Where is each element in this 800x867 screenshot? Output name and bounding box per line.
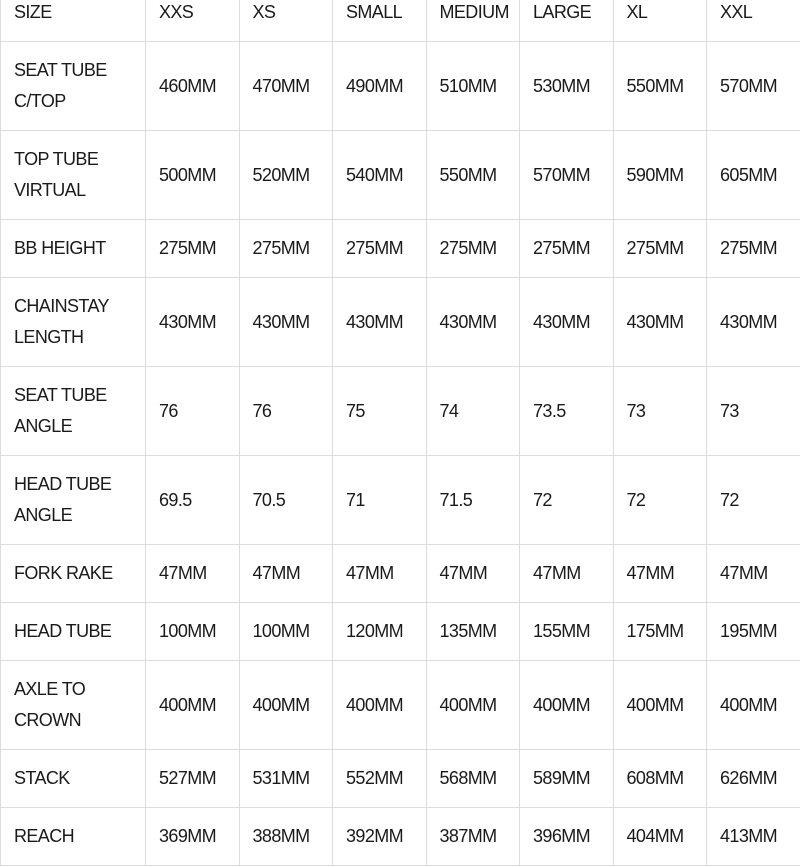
table-cell: 400MM bbox=[239, 661, 333, 750]
table-cell: 275MM bbox=[146, 220, 240, 278]
table-cell: 195MM bbox=[707, 603, 800, 661]
table-cell: 552MM bbox=[333, 750, 427, 808]
table-cell: 47MM bbox=[426, 545, 520, 603]
table-cell: 72 bbox=[613, 456, 707, 545]
header-cell-large: LARGE bbox=[520, 0, 614, 42]
table-cell: 430MM bbox=[707, 278, 800, 367]
table-cell: 47MM bbox=[520, 545, 614, 603]
table-cell: 400MM bbox=[520, 661, 614, 750]
table-cell: 47MM bbox=[333, 545, 427, 603]
row-label: AXLE TO CROWN bbox=[1, 661, 146, 750]
header-cell-xl: XL bbox=[613, 0, 707, 42]
table-cell: 275MM bbox=[333, 220, 427, 278]
table-row bbox=[1, 603, 800, 661]
table-cell: 531MM bbox=[239, 750, 333, 808]
table-cell: 70.5 bbox=[239, 456, 333, 545]
table-cell: 71.5 bbox=[426, 456, 520, 545]
table-cell: 75 bbox=[333, 367, 427, 456]
table-cell: 74 bbox=[426, 367, 520, 456]
header-cell-small: SMALL bbox=[333, 0, 427, 42]
table-cell: 47MM bbox=[146, 545, 240, 603]
row-label: CHAINSTAY LENGTH bbox=[1, 278, 146, 367]
table-row bbox=[1, 661, 800, 750]
table-cell: 400MM bbox=[333, 661, 427, 750]
table-cell: 413MM bbox=[707, 808, 800, 866]
table-cell: 540MM bbox=[333, 131, 427, 220]
table-cell: 589MM bbox=[520, 750, 614, 808]
table-cell: 47MM bbox=[613, 545, 707, 603]
table-cell: 73 bbox=[707, 367, 800, 456]
table-cell: 400MM bbox=[426, 661, 520, 750]
table-cell: 175MM bbox=[613, 603, 707, 661]
table-row bbox=[1, 131, 800, 220]
table-row bbox=[1, 42, 800, 131]
table-cell: 275MM bbox=[520, 220, 614, 278]
table-cell: 400MM bbox=[146, 661, 240, 750]
table-cell: 430MM bbox=[520, 278, 614, 367]
table-cell: 120MM bbox=[333, 603, 427, 661]
table-cell: 430MM bbox=[146, 278, 240, 367]
table-cell: 73 bbox=[613, 367, 707, 456]
row-label: REACH bbox=[1, 808, 146, 866]
table-cell: 568MM bbox=[426, 750, 520, 808]
table-cell: 460MM bbox=[146, 42, 240, 131]
table-cell: 275MM bbox=[426, 220, 520, 278]
table-cell: 275MM bbox=[239, 220, 333, 278]
table-cell: 550MM bbox=[613, 42, 707, 131]
header-cell-xs: XS bbox=[239, 0, 333, 42]
header-cell-medium: MEDIUM bbox=[426, 0, 520, 42]
table-cell: 490MM bbox=[333, 42, 427, 131]
table-cell: 400MM bbox=[613, 661, 707, 750]
header-cell-xxl: XXL bbox=[707, 0, 800, 42]
table-cell: 71 bbox=[333, 456, 427, 545]
table-cell: 530MM bbox=[520, 42, 614, 131]
table-cell: 73.5 bbox=[520, 367, 614, 456]
table-cell: 430MM bbox=[239, 278, 333, 367]
table-cell: 400MM bbox=[707, 661, 800, 750]
table-cell: 69.5 bbox=[146, 456, 240, 545]
table-cell: 100MM bbox=[239, 603, 333, 661]
table-cell: 608MM bbox=[613, 750, 707, 808]
table-cell: 392MM bbox=[333, 808, 427, 866]
row-label: SEAT TUBE C/TOP bbox=[1, 42, 146, 131]
table-cell: 76 bbox=[146, 367, 240, 456]
table-cell: 47MM bbox=[239, 545, 333, 603]
row-label: TOP TUBE VIRTUAL bbox=[1, 131, 146, 220]
table-cell: 275MM bbox=[613, 220, 707, 278]
table-cell: 100MM bbox=[146, 603, 240, 661]
table-cell: 47MM bbox=[707, 545, 800, 603]
table-row bbox=[1, 808, 800, 866]
table-cell: 500MM bbox=[146, 131, 240, 220]
table-cell: 275MM bbox=[707, 220, 800, 278]
table-cell: 155MM bbox=[520, 603, 614, 661]
table-cell: 430MM bbox=[613, 278, 707, 367]
table-row bbox=[1, 750, 800, 808]
table-cell: 510MM bbox=[426, 42, 520, 131]
table-cell: 404MM bbox=[613, 808, 707, 866]
table-cell: 72 bbox=[707, 456, 800, 545]
table-cell: 396MM bbox=[520, 808, 614, 866]
table-cell: 388MM bbox=[239, 808, 333, 866]
row-label: HEAD TUBE ANGLE bbox=[1, 456, 146, 545]
table-cell: 430MM bbox=[426, 278, 520, 367]
table-row bbox=[1, 220, 800, 278]
table-row bbox=[1, 278, 800, 367]
table-cell: 605MM bbox=[707, 131, 800, 220]
table-cell: 470MM bbox=[239, 42, 333, 131]
header-cell-size: SIZE bbox=[1, 0, 146, 42]
table-cell: 387MM bbox=[426, 808, 520, 866]
table-row bbox=[1, 367, 800, 456]
table-cell: 527MM bbox=[146, 750, 240, 808]
table-cell: 590MM bbox=[613, 131, 707, 220]
table-cell: 76 bbox=[239, 367, 333, 456]
table-cell: 550MM bbox=[426, 131, 520, 220]
table-cell: 570MM bbox=[520, 131, 614, 220]
table-row bbox=[1, 545, 800, 603]
row-label: SEAT TUBE ANGLE bbox=[1, 367, 146, 456]
row-label: STACK bbox=[1, 750, 146, 808]
row-label: FORK RAKE bbox=[1, 545, 146, 603]
table-row bbox=[1, 456, 800, 545]
row-label: HEAD TUBE bbox=[1, 603, 146, 661]
header-cell-xxs: XXS bbox=[146, 0, 240, 42]
row-label: BB HEIGHT bbox=[1, 220, 146, 278]
table-cell: 135MM bbox=[426, 603, 520, 661]
table-cell: 369MM bbox=[146, 808, 240, 866]
table-header-row bbox=[1, 0, 800, 42]
table-cell: 570MM bbox=[707, 42, 800, 131]
table-cell: 520MM bbox=[239, 131, 333, 220]
table-cell: 430MM bbox=[333, 278, 427, 367]
table-cell: 72 bbox=[520, 456, 614, 545]
table-cell: 626MM bbox=[707, 750, 800, 808]
